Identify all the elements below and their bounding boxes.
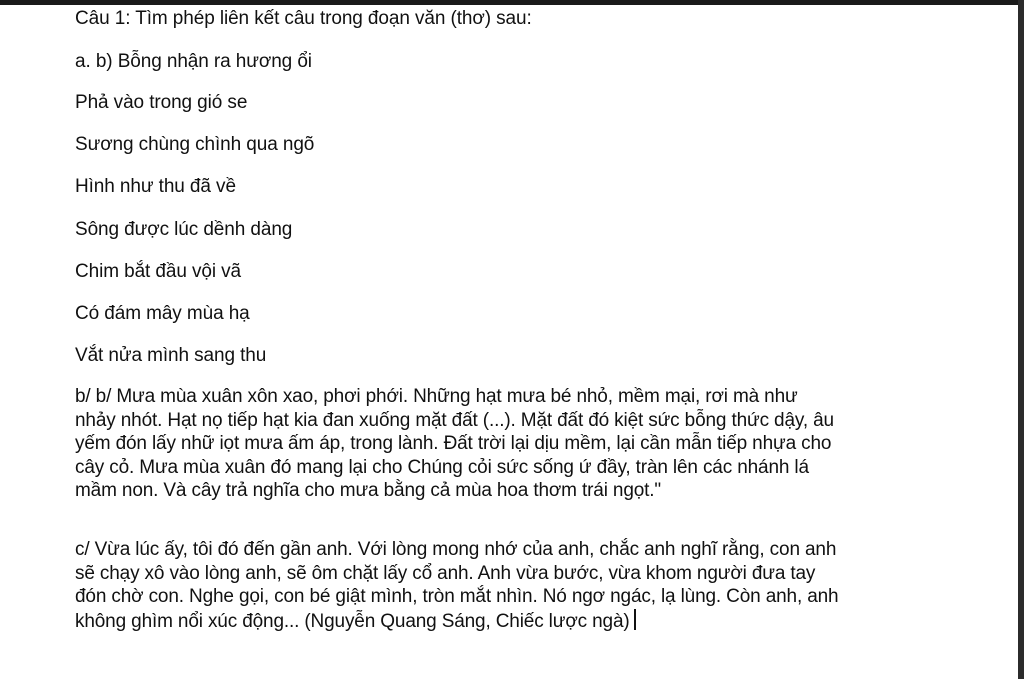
poem-line: Chim bắt đầu vội vã (75, 261, 242, 282)
text-cursor (634, 609, 636, 630)
paragraph-line: yếm đón lấy nhữ iọt mưa ấm áp, trong lành. Đất trời lại dịu mềm, lại cần mẫn tiếp nhựa cho (75, 433, 832, 455)
paragraph-line: đón chờ con. Nghe gọi, con bé giật mình, tròn mắt nhìn. Nó ngơ ngác, lạ lùng. Còn anh, anh (75, 586, 839, 608)
paragraph-line: b/ b/ Mưa mùa xuân xôn xao, phơi phới. Những hạt mưa bé nhỏ, mềm mại, rơi mà như (75, 386, 798, 407)
top-edge-bar (0, 0, 1024, 5)
poem-line: Vắt nửa mình sang thu (75, 345, 267, 366)
poem-line: Phả vào trong gió se (75, 92, 248, 113)
poem-line: Hình như thu đã về (75, 176, 236, 197)
paragraph-line: sẽ chạy xô vào lòng anh, sẽ ôm chặt lấy cổ anh. Anh vừa bước, vừa khom người đưa tay (75, 562, 816, 584)
paragraph-line: c/ Vừa lúc ấy, tôi đó đến gần anh. Với lòng mong nhớ của anh, chắc anh nghĩ rằng, con anh (75, 539, 837, 560)
poem-line: Sương chùng chình qua ngõ (75, 134, 315, 155)
poem-line: a. b) Bỗng nhận ra hương ổi (75, 51, 312, 72)
poem-line: Sông được lúc dềnh dàng (75, 219, 293, 240)
poem-line: Có đám mây mùa hạ (75, 303, 250, 324)
paragraph-b (75, 385, 960, 503)
paragraph-line-last (75, 609, 960, 634)
paragraph-c (75, 538, 960, 633)
right-edge-bar (1018, 0, 1024, 679)
question-heading: Câu 1: Tìm phép liên kết câu trong đoạn văn (thơ) sau: (75, 8, 532, 29)
paragraph-line: cây cỏ. Mưa mùa xuân đó mang lại cho Chúng cỏi sức sống ứ đầy, tràn lên các nhánh lá (75, 456, 809, 478)
paragraph-text: không ghìm nổi xúc động... (Nguyễn Quang Sáng, Chiếc lược ngà) (75, 610, 630, 632)
paragraph-line: nhảy nhót. Hạt nọ tiếp hạt kia đan xuống mặt đất (...). Mặt đất đó kiệt sức bỗng thức dậy, âu (75, 409, 834, 431)
paragraph-line: mầm non. Và cây trả nghĩa cho mưa bằng cả mùa hoa thơm trái ngọt." (75, 480, 662, 502)
